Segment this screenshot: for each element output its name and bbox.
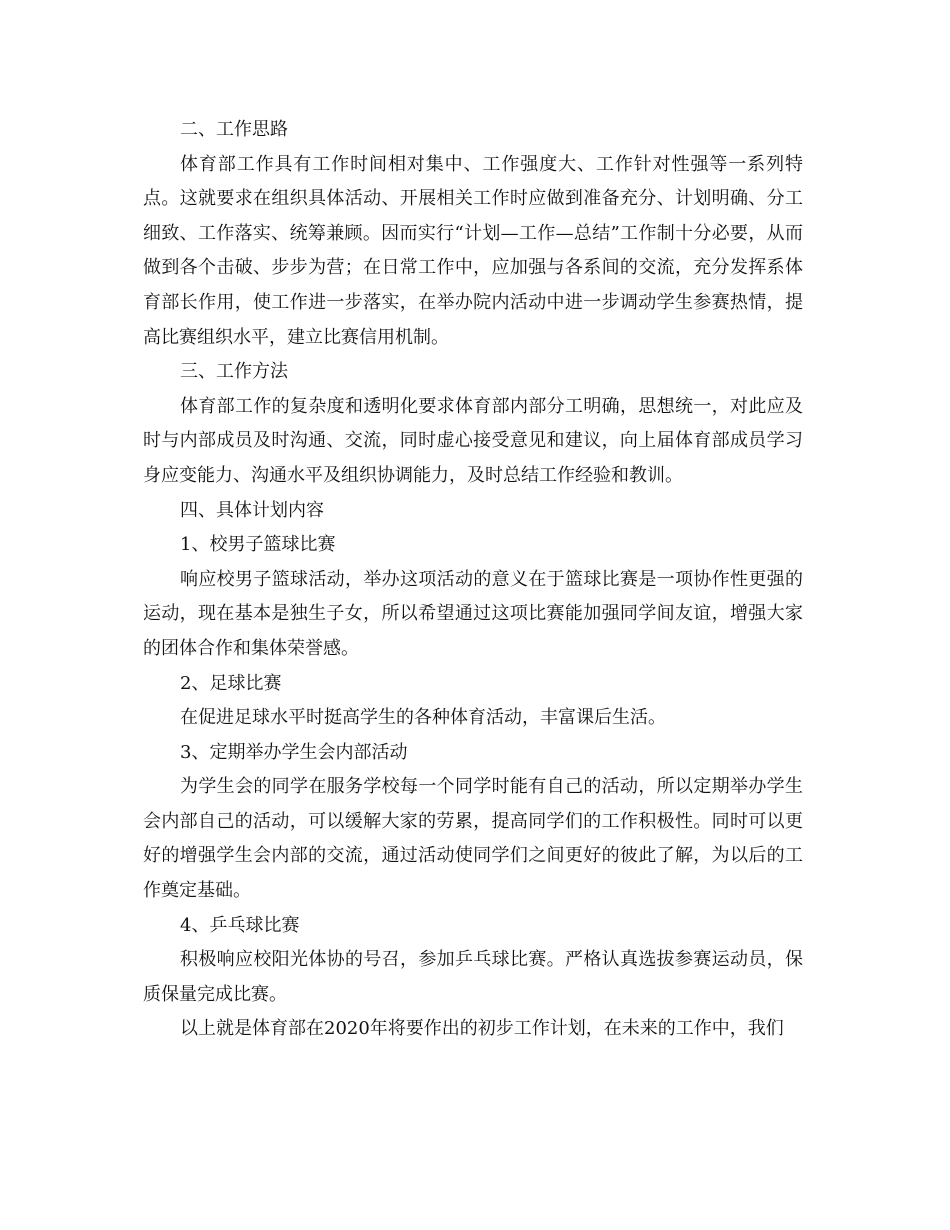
paragraph-table-tennis: 积极响应校阳光体协的号召，参加乒乓球比赛。严格认真选拔参赛运动员，保质保量完成比赛。 — [143, 949, 803, 1005]
paragraph-work-approach: 体育部工作具有工作时间相对集中、工作强度大、工作针对性强等一系列特点。这就要求在组织具体活动、开展相关工作时应做到准备充分、计划明确、分工细致、工作落实、统筹兼顾。因而实行“计划—工作—总结”工作制十分必要，从而做到各个击破、步步为营；在日常工作中，应加强与各系间的交流，充分发挥系体育部长作用，使工作进一步落实，在举办院内活动中进一步调动学生参赛热情，提高比赛组织水平，建立比赛信用机制。 — [143, 153, 803, 348]
subheading-internal-activities: 3、定期举办学生会内部活动 — [180, 741, 408, 763]
section-heading-plan-content: 四、具体计划内容 — [180, 499, 324, 521]
paragraph-basketball: 响应校男子篮球活动，举办这项活动的意义在于篮球比赛是一项协作性更强的运动，现在基本是独生子女，所以希望通过这项比赛能加强同学间友谊，增强大家的团体合作和集体荣誉感。 — [143, 568, 803, 659]
section-heading-work-methods: 三、工作方法 — [180, 361, 288, 383]
section-heading-work-approach: 二、工作思路 — [180, 119, 288, 140]
paragraph-work-methods: 体育部工作的复杂度和透明化要求体育部内部分工明确，思想统一，对此应及时与内部成员及时沟通、交流，同时虚心接受意见和建议，向上届体育部成员学习身应变能力、沟通水平及组织协调能力，及时总结工作经验和教训。 — [143, 395, 803, 486]
subheading-football: 2、足球比赛 — [180, 672, 282, 694]
paragraph-conclusion: 以上就是体育部在2020年将要作出的初步工作计划，在未来的工作中，我们 — [180, 1018, 784, 1040]
subheading-basketball: 1、校男子篮球比赛 — [180, 534, 336, 556]
paragraph-internal-activities: 为学生会的同学在服务学校每一个同学时能有自己的活动，所以定期举办学生会内部自己的活动，可以缓解大家的劳累，提高同学们的工作积极性。同时可以更好的增强学生会内部的交流，通过活动使同学们之间更好的彼此了解，为以后的工作奠定基础。 — [143, 776, 803, 902]
document-body — [143, 113, 803, 1047]
subheading-table-tennis: 4、乒乓球比赛 — [180, 914, 300, 936]
paragraph-football: 在促进足球水平时挺高学生的各种体育活动，丰富课后生活。 — [180, 707, 666, 729]
